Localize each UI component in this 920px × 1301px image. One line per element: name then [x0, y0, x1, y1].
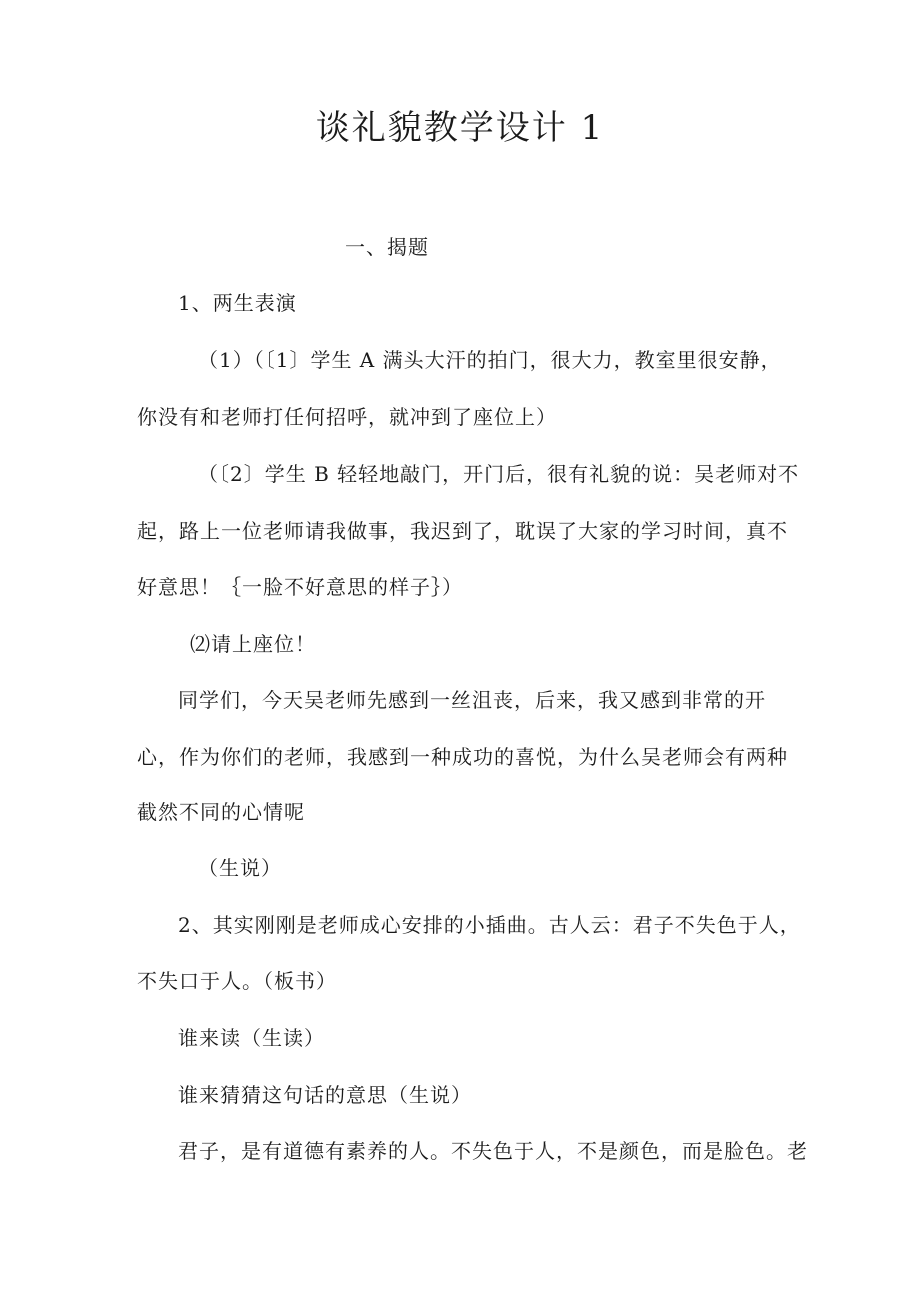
paragraph-line: （〔2〕学生 B 轻轻地敲门，开门后，很有礼貌的说：吴老师对不: [198, 462, 800, 486]
paragraph-line: 你没有和老师打任何招呼，就冲到了座位上）: [137, 405, 557, 429]
paragraph-line: 谁来读（生读）: [178, 1026, 325, 1050]
document-title: 谈礼貌教学设计 1: [315, 108, 605, 148]
paragraph-line: 好意思！｛一脸不好意思的样子｝）: [137, 575, 463, 599]
paragraph-line: ⑵请上座位！: [190, 632, 316, 656]
paragraph-line: 谁来猜猜这句话的意思（生说）: [178, 1083, 472, 1107]
section-heading-reveal-topic: 一、揭题: [345, 235, 429, 259]
paragraph-line: 同学们，今天吴老师先感到一丝沮丧，后来，我又感到非常的开: [178, 688, 766, 712]
paragraph-line: 君子，是有道德有素养的人。不失色于人，不是颜色，而是脸色。老: [178, 1139, 808, 1163]
paragraph-line: 截然不同的心情呢: [137, 800, 305, 824]
paragraph-line: 心，作为你们的老师，我感到一种成功的喜悦，为什么吴老师会有两种: [137, 745, 788, 769]
paragraph-line: 起，路上一位老师请我做事，我迟到了，耽误了大家的学习时间，真不: [137, 519, 788, 543]
paragraph-line: （1）（〔1〕学生 A 满头大汗的拍门，很大力，教室里很安静，: [198, 348, 782, 372]
paragraph-line: 不失口于人。（板书）: [137, 969, 337, 993]
paragraph-line: 2、其实刚刚是老师成心安排的小插曲。古人云：君子不失色于人，: [178, 913, 801, 937]
paragraph-line: （生说）: [198, 856, 282, 880]
step-heading-performance: 1、两生表演: [178, 291, 297, 315]
